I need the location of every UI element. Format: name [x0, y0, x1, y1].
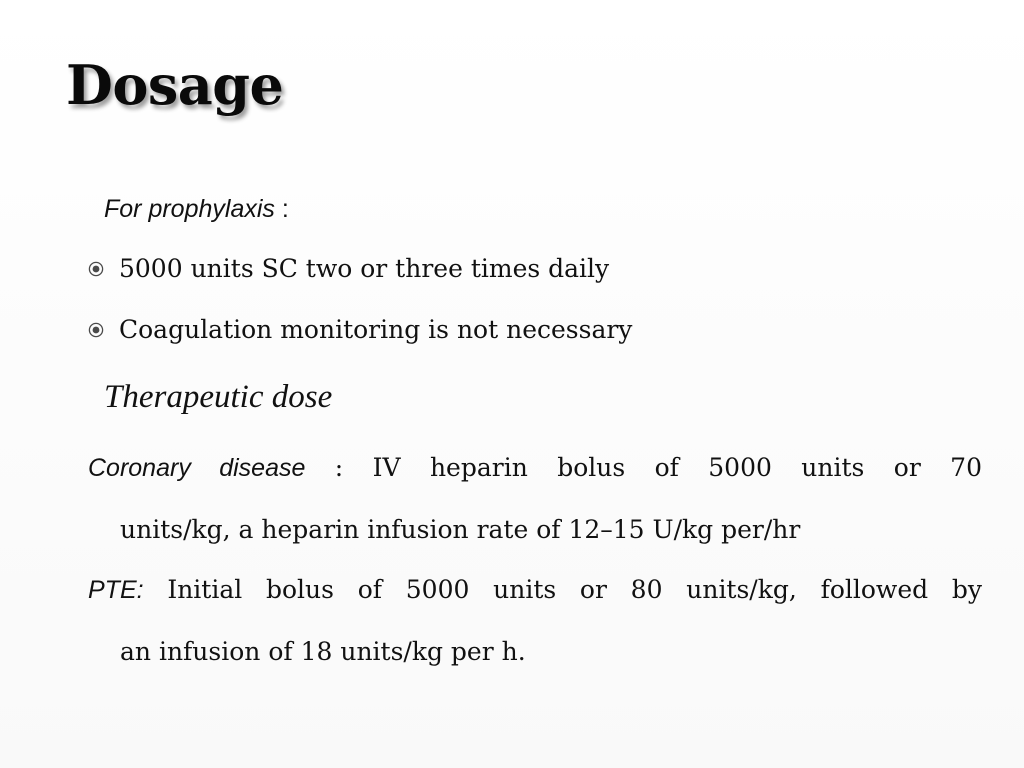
prophylaxis-heading: [104, 194, 289, 224]
bullet-text: Coagulation monitoring is not necessary: [119, 315, 633, 344]
coronary-text-1: : IV heparin bolus of 5000 units or 70: [305, 453, 982, 482]
circled-dot-bullet-icon: [88, 322, 104, 338]
slide-title: Dosage: [66, 53, 284, 117]
coronary-label: Coronary disease: [88, 454, 306, 482]
coronary-text-2: units/kg, a heparin infusion rate of 12–15 U/kg per/hr: [120, 515, 801, 544]
prophylaxis-bullet-2: [88, 315, 632, 344]
pte-line-1: [88, 559, 982, 621]
pte-text-2: an infusion of 18 units/kg per h.: [120, 637, 526, 666]
coronary-disease-paragraph: [88, 437, 982, 560]
prophylaxis-colon: :: [274, 195, 289, 223]
pte-text-1: Initial bolus of 5000 units or 80 units/kg, followed by: [143, 575, 982, 604]
circled-dot-bullet-icon: [88, 261, 104, 277]
therapeutic-dose-heading: Therapeutic dose: [104, 379, 333, 415]
pte-label: PTE:: [88, 576, 144, 604]
pte-paragraph: [88, 559, 982, 682]
bullet-text: 5000 units SC two or three times daily: [119, 254, 610, 283]
prophylaxis-label: For prophylaxis: [104, 195, 275, 223]
prophylaxis-bullet-1: [88, 254, 609, 283]
coronary-line-1: [88, 437, 982, 499]
